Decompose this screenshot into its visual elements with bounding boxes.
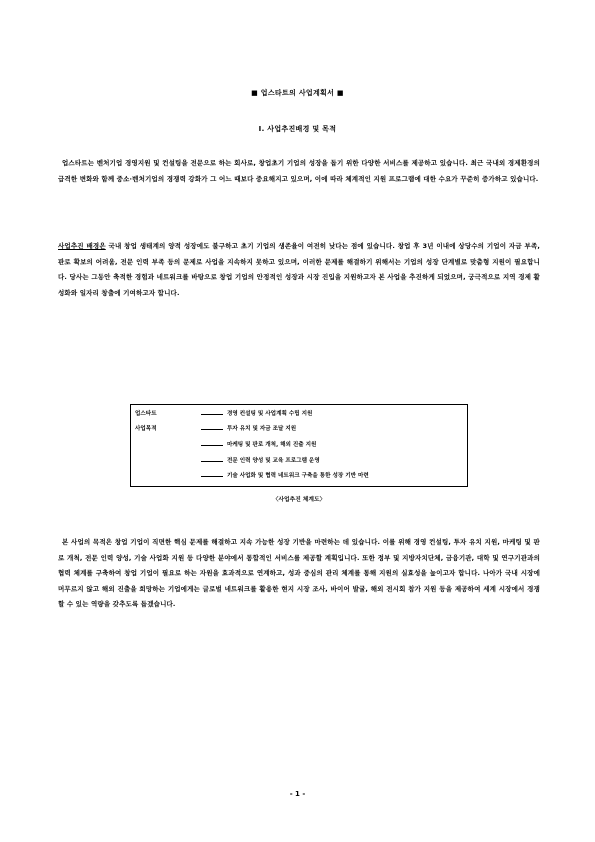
diagram-item: 경영 컨설팅 및 사업계획 수립 지원 [227,411,313,417]
diagram-connector [201,414,223,415]
paragraph-text: 업스타트는 벤처기업 경영지원 및 컨설팅을 전문으로 하는 회사로, 창업초기 기업의 성장을 돕기 위한 다양한 서비스를 제공하고 있습니다. 최근 국내외 경제환경의 급격한 변화와 함께 중소·벤처기업의 경쟁력 강화가 그 어느 때보다 중요해지고 있으며, 이에 따라 체계적인 지원 프로그램에 대한 수요가 꾸준히 증가하고 있습니다. [58,159,540,183]
diagram-item: 마케팅 및 판로 개척, 해외 진출 지원 [227,442,317,448]
paragraph-purpose [58,535,540,613]
diagram-label: 사업목적 [135,426,157,432]
diagram-caption: 〈사업추진 체계도〉 [272,497,326,503]
diagram-row [131,440,469,450]
purpose-diagram [130,404,468,487]
diagram-item: 기술 사업화 및 협력 네트워크 구축을 통한 성장 기반 마련 [227,473,369,479]
diagram-row [131,456,469,466]
page-number: - 1 - [289,790,306,798]
document-header: ■ 업스타트의 사업계획서 ■ [251,89,344,97]
paragraph-background [58,239,540,301]
section-title: I. 사업추진배경 및 목적 [258,125,337,133]
paragraph-intro [58,156,540,187]
diagram-label: 업스타트 [135,411,157,417]
diagram-row [131,424,469,434]
paragraph-text: 국내 창업 생태계의 양적 성장에도 불구하고 초기 기업의 생존율이 여전히 낮다는 점에 있습니다. 창업 후 3년 이내에 상당수의 기업이 자금 부족, 판로 확보의 어려움, 전문 인력 부족 등의 문제로 사업을 지속하지 못하고 있으며, 이러한 문제를 해결하기 위해서는 기업의 성장 단계별로 맞춤형 지원이 필요합니다. 당사는 그동안 축적한 경험과 네트워크를 바탕으로 창업 기업의 안정적인 성장과 시장 진입을 지원하고자 본 사업을 추진하게 되었으며, 궁극적으로 지역 경제 활성화와 일자리 창출에 기여하고자 합니다. [58,242,540,297]
diagram-connector [201,429,223,430]
diagram-item: 전문 인력 양성 및 교육 프로그램 운영 [227,458,320,464]
diagram-connector [201,461,223,462]
diagram-connector [201,445,223,446]
paragraph-text: 본 사업의 목적은 창업 기업이 직면한 핵심 문제를 해결하고 지속 가능한 성장 기반을 마련하는 데 있습니다. 이를 위해 경영 컨설팅, 투자 유치 지원, 마케팅 및 판로 개척, 전문 인력 양성, 기술 사업화 지원 등 다양한 분야에서 통합적인 서비스를 제공할 계획입니다. 또한 정부 및 지방자치단체, 금융기관, 대학 및 연구기관과의 협력 체계를 구축하여 창업 기업이 필요로 하는 자원을 효과적으로 연계하고, 성과 중심의 관리 체계를 통해 지원의 실효성을 높이고자 합니다. 나아가 국내 시장에 머무르지 않고 해외 진출을 희망하는 기업에게는 글로벌 네트워크를 활용한 현지 시장 조사, 바이어 발굴, 해외 전시회 참가 지원 등을 제공하여 세계 시장에서 경쟁할 수 있는 역량을 갖추도록 돕겠습니다. [58,538,540,609]
diagram-row [131,471,469,481]
diagram-item: 투자 유치 및 자금 조달 지원 [227,426,297,432]
diagram-connector [201,476,223,477]
diagram-row [131,409,469,419]
paragraph-lead: 사업추진 배경은 [58,242,106,250]
